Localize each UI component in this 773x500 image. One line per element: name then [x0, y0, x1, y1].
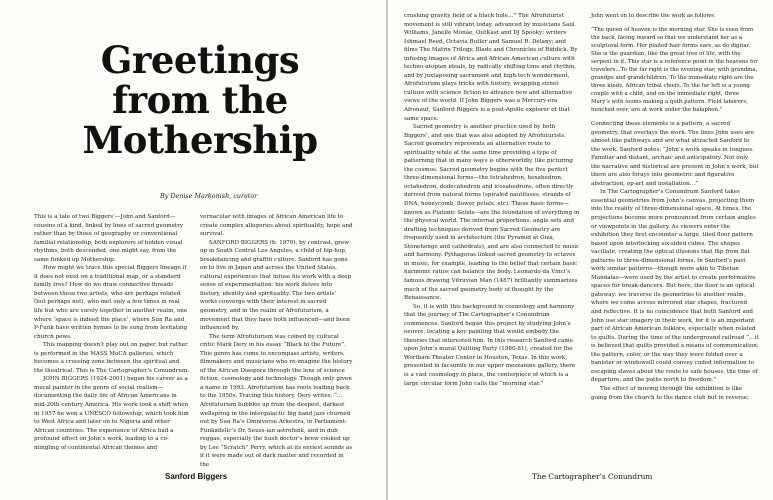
block-quote: “The queen of heaven is the morning star. She is seen from the back, facing inward so that we understand her as a sculptural form. Her plaited hair forms ears, as do digitar. She is the guardian, like the great tree of life, with the serpent in it. This star is a reference point in the heavens for travelers...To the far right is the evening star, with grandma, grandpa and grandchildren. To the immediate right are the three kinds, African tribal chiefs. To the far left is a young couple with a child, and on the immediate right, three Mary’s with looms making a quilt pattern. Field laborers, hunched over, are at work under the balaphon.”: [591, 27, 758, 113]
right-column-2: [591, 12, 759, 402]
paragraph: How might we trace this special Biggers lineage if it does not exist on a traditional map, or a standard family tree? How do we draw connective threads between these two artists, who are perhaps related (but perhaps not), who met only a few times in real life but who are surely together in another realm, one where ‘space is indeed the place’, where Sun Ra and P-Funk have written hymns to be sung from levitating church pews.: [34, 265, 188, 340]
paragraph: Connecting these elements is a pattern, a sacred geometry, that overlays the work. The lines John uses are almost like pathways and are what attracted Sanford to the work. Sanford notes: “John’s work speaks in tongues. Familiar and distant, archaic and anticipatory. Not only the narrative and historical are present in John’s work, but there are also forays into geometric and figurative abstraction, op-art and installation…”: [591, 121, 759, 187]
paragraph: SANFORD BIGGERS (b. 1970), by contrast, grew up in South Central Los Angeles, a child of hip-hop, breakdancing and graffiti culture. Sanford has gone on to live in Japan and across the United States, cultural experiences that infuse his work with a deep sense of experimentation: his work delves into history, identity and spirituality. The two artists’ works converge with their interest in sacred geometry, and in the realm of Afrofuturism, a movement that they have both influenced—and been influenced by.: [200, 239, 352, 332]
paragraph: This is a tale of two Biggers’—John and Sanford—cousins of a kind, linked by lines of sacred geometry rather than by those of geography or conventional familial relationship, both explorers of hidden visual rhythms, both descended, one might say, from the same funked up Mothership.: [34, 214, 184, 263]
title-line: Greetings: [100, 38, 300, 82]
paragraph: JOHN BIGGERS (1924-2001) began his career as a mural painter in the genre of social realism—documenting the daily life of African Americans in mid-20th century America. His work took a shift when in 1957 he won a UNESCO fellowship, which took him to West Africa and later on to Nigeria and other African countries. The experience of Africa had a profound effect on John’s work, leading to a co-mingling of continental African themes and: [34, 376, 189, 451]
left-page: [0, 0, 386, 500]
paragraph: John went on to describe the work as follows:: [591, 13, 716, 19]
page-footer: Sanford Biggers: [165, 472, 228, 481]
paragraph: This mapping doesn’t play out on paper, but rather is performed in the MASS MoCA galleries, which becomes a crossing zone between the spiritual and the theatrical. This is The Cartographer’s Conundrum.: [34, 342, 190, 374]
paragraph: crushing gravity field of a black hole…” The Afrofuturist movement is still vibrant today, advanced by musicians Saul Williams, Janelle Monáe, OutKast and DJ Spooky; writers Ishmael Reed, Octavia Butler and Samuel R. Delany; and films The Matrix Trilogy, Blade and Chronicles of Riddick. By infusing images of Africa and African American culture with techno-utopian ideals, by radically shifting time and rhythm, and by juxtaposing sacrament and high-tech wonderment, Afrofuturism plays tricks with history, wrapping street culture with science fiction to advance new and alternative views of the world. If John Biggers was a Mercury-era Afronaut, Sanford Biggers is a post-Apollo explorer of that same space.: [404, 13, 578, 122]
paragraph: The term Afrofuturism was coined by cultural critic Mark Dery in his essay “Black to the Future”. This genre has come to encompass artists, writers, filmmakers and musicians who re-imagine the history of the African Diaspora through the lens of science fiction, cosmology and technology. Though only given a name in 1993, Afrofuturism has roots leading back to the 1950s. Tracing this history, Dery writes, “…Afrofuturism bubbles up from the deepest, darkest wellspring in the intergalactic big band jazz churned out by Sun Ra’s Omniverse Arkestra, in Parliament-Funkadelic’s Dr. Seuss-ian astrofunk, and in dub reggae, especially the hush doctor’s brew cooked up by Lee “Scratch” Perry, which at its eeriest sounds as if it were made out of dark matter and recorded in the: [200, 333, 353, 468]
paragraph: So, it is with this background in cosmology and harmony that the journey of The Cartographer’s Conundrum commences. Sanford began this project by studying John’s oeuvre, locating a key painting that would embody the theories that interested him. In this research Sanford came upon John’s mural Quilting Party (1980-81), created for the Wortham Theater Center in Houston, Texas. In this work, presented in facsimile in our upper mezzanine gallery, there is a vast cosmology in place, the centerpiece of which is a large circular form John calls the “morning star.”: [404, 303, 576, 387]
page-footer: The Cartographer’s Conundrum: [532, 472, 653, 481]
byline: By Denise Markonish, curator: [160, 192, 258, 200]
page-title: [80, 40, 320, 160]
paragraph: vernacular with images of African American life to create complex allegories about spirituality, hope and survival.: [200, 214, 353, 238]
left-column-1: [34, 213, 190, 452]
right-column-1: [404, 12, 580, 388]
title-line: Mothership: [82, 118, 318, 162]
title-line: from the: [112, 78, 288, 122]
paragraph: In The Cartographer’s Conundrum Sanford takes essential geometries from John’s canvas, projecting them into the reality of three-dimensional space. At times, the projections become more pronounced from certain angles or viewpoints in the gallery. As viewers enter the exhibition they first encounter a large, tiled floor pattern based upon interlocking six-sided cubes. The shapes vacillate, creating the optical illusions that flip from flat patterns to three-dimensional forms. In Sanford’s past work similar patterns—though more akin to Tibetan Mandalas—were used by the artist to create performative spaces for break-dancers. But here, the floor is an optical gateway: we traverse its geometries to another realm, where we come across mirrored star shapes, fractured and reflective. It is no coincidence that both Sanford and John use star imagery in their work, for it is an important part of African American folklore, especially when related to quilts. During the time of the underground railroad “…it is believed that quilts provided a means of communication: the pattern, color, or the way they were folded over a banister or windowsill could convey coded information to escaping slaves about the route to safe houses, the time of departure, and the paths north to freedom.”: [591, 189, 759, 384]
right-page: [388, 0, 773, 500]
paragraph: Sacred geometry is another practice used by both Biggers’, and one that was also adopted by Afrofuturists. Sacred geometry represents an alternative route to spirituality while at the same time providing a type of patterning that in many ways is otherworldly, like picturing the cosmos. Sacred geometry begins with the five perfect three-dimensional forms—the tetrahedron, hexahedron, octahedron, dodecahedron and icosahedrons, often directly derived from natural forms (spiraled nautiluses, strands of DNA, honeycomb, flower petals, etc). These basic forms—known as Platonic Solids—are the foundation of everything in the physical world. The internal proportions, angle sets and drafting techniques derived from Sacred Geometry are frequently used in architecture (the Pyramid at Giza, Stonehenge and cathedrals), and are also connected to music and harmony. Pythagoras linked sacred geometry to octaves in music, for example, leading to the belief that certain basic harmonic ratios can balance the body. Leonardo da Vinci’s famous drawing Vitruvian Man (1487) brilliantly summarizes much of the sacred geometry body of thought by the Renaissance.: [404, 124, 580, 302]
left-column-2: [200, 213, 354, 469]
paragraph: The effect of moving through the exhibition is like going from the church to the dance club but in reverse;: [591, 385, 749, 401]
